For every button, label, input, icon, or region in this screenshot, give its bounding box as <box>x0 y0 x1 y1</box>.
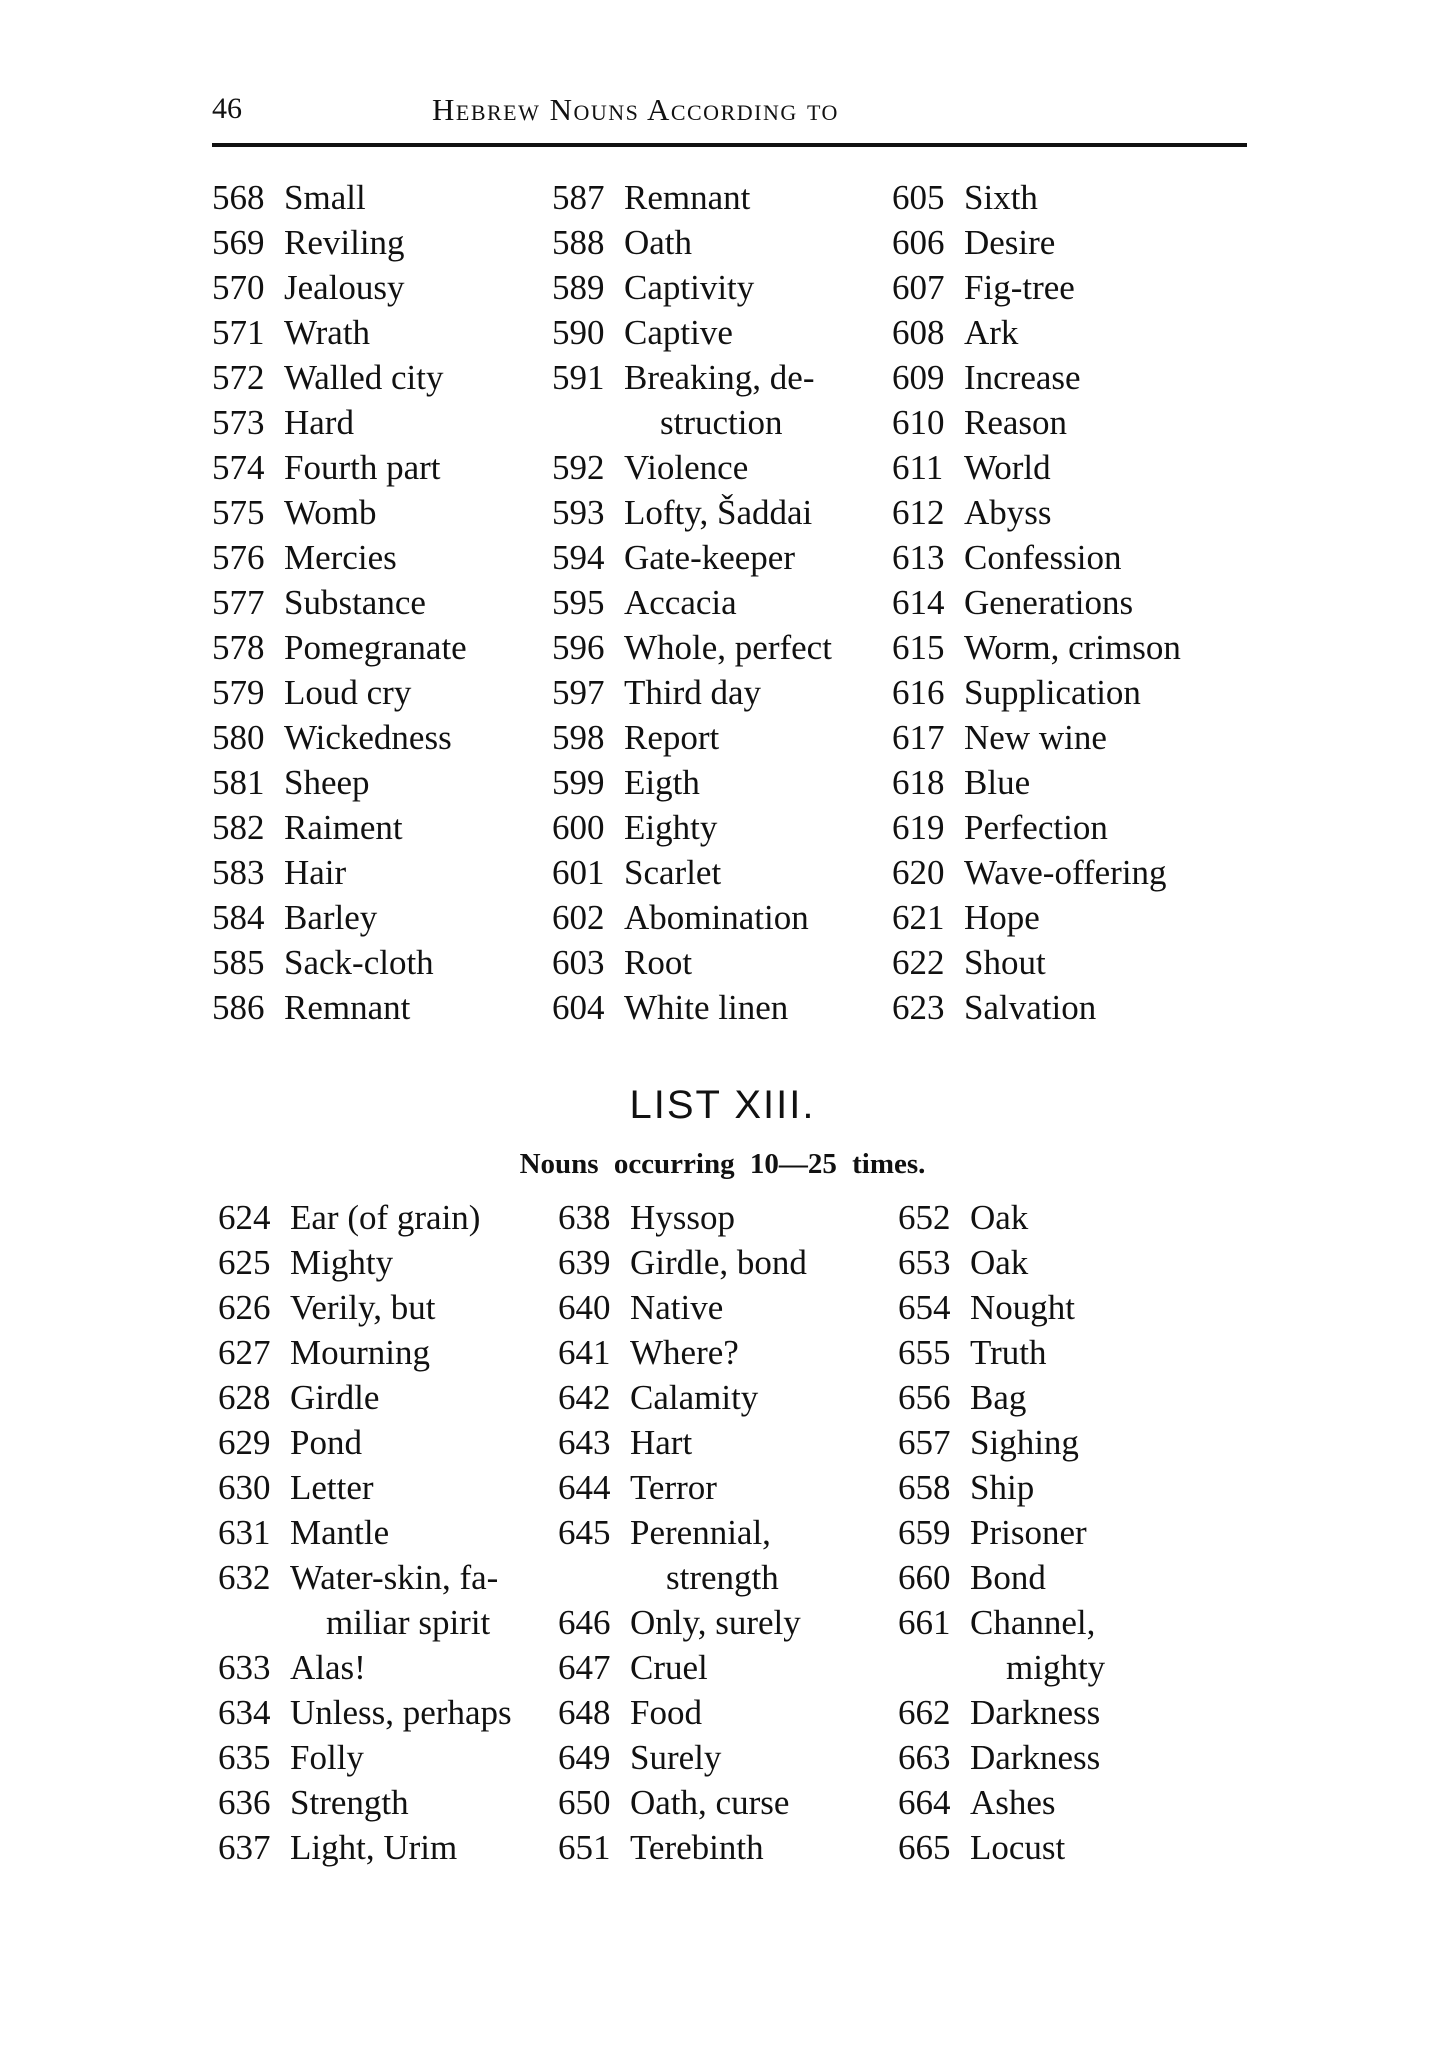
entry-term: Abyss <box>964 493 1052 532</box>
entry-number: 661 <box>898 1603 951 1642</box>
entry-term: Hope <box>964 898 1040 937</box>
entry-term: Girdle, bond <box>630 1243 807 1282</box>
entry-term: Hyssop <box>630 1198 736 1237</box>
entry-term: mighty <box>1006 1648 1106 1687</box>
entry-term: Light, Urim <box>290 1828 458 1867</box>
entry-term: Alas! <box>290 1648 366 1687</box>
entry-number: 655 <box>898 1333 951 1372</box>
entry-term: Where? <box>630 1333 739 1372</box>
entry-term: Captivity <box>624 268 755 307</box>
entry-number: 662 <box>898 1693 951 1732</box>
entry-number: 644 <box>558 1468 611 1507</box>
entry-number: 581 <box>212 763 265 802</box>
entry-number: 584 <box>212 898 265 937</box>
entry-number: 621 <box>892 898 945 937</box>
entry-term: Report <box>624 718 720 757</box>
entry-term: Hair <box>284 853 347 892</box>
entry-number: 643 <box>558 1423 611 1462</box>
entry-term: Eighty <box>624 808 718 847</box>
entry-term: Remnant <box>284 988 411 1027</box>
entry-number: 602 <box>552 898 605 937</box>
entry-term: Mourning <box>290 1333 430 1372</box>
entry-term: Pond <box>290 1423 362 1462</box>
entry-term: Terror <box>630 1468 717 1507</box>
entry-number: 663 <box>898 1738 951 1777</box>
entry-number: 610 <box>892 403 945 442</box>
entry-term: Oak <box>970 1198 1029 1237</box>
entry-number: 658 <box>898 1468 951 1507</box>
entry-number: 632 <box>218 1558 271 1597</box>
entry-number: 648 <box>558 1693 611 1732</box>
entry-term: Channel, <box>970 1603 1096 1642</box>
entry-number: 570 <box>212 268 265 307</box>
entry-number: 596 <box>552 628 605 667</box>
entry-number: 600 <box>552 808 605 847</box>
entry-number: 608 <box>892 313 945 352</box>
entry-term: Wickedness <box>284 718 452 757</box>
entry-term: Worm, crimson <box>964 628 1181 667</box>
entry-term: Abomination <box>624 898 809 937</box>
entry-number: 582 <box>212 808 265 847</box>
entry-number: 592 <box>552 448 605 487</box>
entry-term: Girdle <box>290 1378 380 1417</box>
entry-term: Oak <box>970 1243 1029 1282</box>
entry-term: New wine <box>964 718 1107 757</box>
entry-number: 653 <box>898 1243 951 1282</box>
entry-term: Surely <box>630 1738 722 1777</box>
entry-number: 601 <box>552 853 605 892</box>
entry-number: 625 <box>218 1243 271 1282</box>
entry-term: Sack-cloth <box>284 943 434 982</box>
page-number: 46 <box>212 92 242 125</box>
entry-term: Mighty <box>290 1243 394 1282</box>
entry-term: Scarlet <box>624 853 722 892</box>
entry-term: Generations <box>964 583 1134 622</box>
entry-term: Increase <box>964 358 1081 397</box>
entry-number: 650 <box>558 1783 611 1822</box>
entry-term: Lofty, Šaddai <box>624 493 813 532</box>
entry-term: Oath, curse <box>630 1783 790 1822</box>
entry-number: 589 <box>552 268 605 307</box>
entry-term: Letter <box>290 1468 374 1507</box>
entry-number: 659 <box>898 1513 951 1552</box>
entry-number: 624 <box>218 1198 271 1237</box>
entry-number: 622 <box>892 943 945 982</box>
entry-term: Sheep <box>284 763 370 802</box>
entry-number: 614 <box>892 583 945 622</box>
entry-term: Confession <box>964 538 1122 577</box>
entry-number: 639 <box>558 1243 611 1282</box>
entry-term: Wave-offering <box>964 853 1167 892</box>
entry-term: Hart <box>630 1423 693 1462</box>
entry-number: 617 <box>892 718 945 757</box>
entry-number: 595 <box>552 583 605 622</box>
entry-number: 638 <box>558 1198 611 1237</box>
entry-term: Womb <box>284 493 377 532</box>
entry-term: Violence <box>624 448 749 487</box>
entry-number: 571 <box>212 313 265 352</box>
entry-term: Ship <box>970 1468 1035 1507</box>
entry-term: Hard <box>284 403 354 442</box>
entry-term: Jealousy <box>284 268 405 307</box>
entry-term: miliar spirit <box>326 1603 491 1642</box>
entry-number: 598 <box>552 718 605 757</box>
entry-term: World <box>964 448 1051 487</box>
entry-number: 580 <box>212 718 265 757</box>
entry-number: 599 <box>552 763 605 802</box>
list-subtitle: Nouns occurring 10—25 times. <box>519 1148 926 1180</box>
entry-term: Whole, perfect <box>624 628 832 667</box>
entry-term: Bag <box>970 1378 1027 1417</box>
entry-number: 604 <box>552 988 605 1027</box>
entry-number: 613 <box>892 538 945 577</box>
entry-term: Wrath <box>284 313 371 352</box>
entry-term: Desire <box>964 223 1056 262</box>
header-rule <box>212 143 1247 147</box>
entry-term: Raiment <box>284 808 403 847</box>
entry-term: Salvation <box>964 988 1097 1027</box>
entry-term: Water-skin, fa- <box>290 1558 499 1597</box>
entry-number: 623 <box>892 988 945 1027</box>
entry-number: 590 <box>552 313 605 352</box>
entry-number: 612 <box>892 493 945 532</box>
entry-term: Food <box>630 1693 702 1732</box>
entry-term: Only, surely <box>630 1603 801 1642</box>
entry-number: 630 <box>218 1468 271 1507</box>
entry-term: Native <box>630 1288 724 1327</box>
entry-term: Supplication <box>964 673 1141 712</box>
entry-number: 591 <box>552 358 605 397</box>
entry-term: Perennial, <box>630 1513 771 1552</box>
running-head: Hebrew Nouns According to <box>432 92 839 127</box>
entry-number: 594 <box>552 538 605 577</box>
entry-term: Blue <box>964 763 1031 802</box>
entry-number: 656 <box>898 1378 951 1417</box>
entry-number: 629 <box>218 1423 271 1462</box>
entry-term: Walled city <box>284 358 444 397</box>
entry-term: Locust <box>970 1828 1066 1867</box>
entry-term: Loud cry <box>284 673 412 712</box>
entry-number: 654 <box>898 1288 951 1327</box>
entry-term: Calamity <box>630 1378 759 1417</box>
entry-number: 637 <box>218 1828 271 1867</box>
entry-term: Substance <box>284 583 426 622</box>
entry-term: Accacia <box>624 583 737 622</box>
entry-term: Cruel <box>630 1648 708 1687</box>
entry-term: Verily, but <box>290 1288 436 1327</box>
entry-term: Shout <box>964 943 1046 982</box>
entry-term: Darkness <box>970 1693 1101 1732</box>
entry-number: 634 <box>218 1693 271 1732</box>
entry-number: 583 <box>212 853 265 892</box>
entry-term: Darkness <box>970 1738 1101 1777</box>
entry-number: 657 <box>898 1423 951 1462</box>
entry-number: 579 <box>212 673 265 712</box>
entry-number: 641 <box>558 1333 611 1372</box>
entry-term: Nought <box>970 1288 1075 1327</box>
entry-number: 642 <box>558 1378 611 1417</box>
entry-number: 574 <box>212 448 265 487</box>
entry-number: 628 <box>218 1378 271 1417</box>
entry-number: 597 <box>552 673 605 712</box>
entry-term: Ark <box>964 313 1019 352</box>
entry-number: 635 <box>218 1738 271 1777</box>
entry-term: Reviling <box>284 223 405 262</box>
entry-term: Sighing <box>970 1423 1079 1462</box>
entry-term: Eigth <box>624 763 700 802</box>
entry-term: Third day <box>624 673 762 712</box>
entry-term: Unless, perhaps <box>290 1693 512 1732</box>
entry-term: Barley <box>284 898 378 937</box>
entry-number: 611 <box>892 448 944 487</box>
entry-number: 573 <box>212 403 265 442</box>
entry-term: Prisoner <box>970 1513 1087 1552</box>
entry-number: 620 <box>892 853 945 892</box>
entry-number: 606 <box>892 223 945 262</box>
entry-number: 631 <box>218 1513 271 1552</box>
entry-term: Small <box>284 178 366 217</box>
entry-number: 603 <box>552 943 605 982</box>
entry-number: 576 <box>212 538 265 577</box>
entry-term: Folly <box>290 1738 364 1777</box>
entry-term: Terebinth <box>630 1828 764 1867</box>
entry-number: 572 <box>212 358 265 397</box>
entry-number: 665 <box>898 1828 951 1867</box>
entry-term: Mantle <box>290 1513 390 1552</box>
list-title: LIST XIII. <box>629 1083 816 1127</box>
entry-term: Truth <box>970 1333 1047 1372</box>
entry-term: White linen <box>624 988 789 1027</box>
entry-number: 586 <box>212 988 265 1027</box>
entry-number: 587 <box>552 178 605 217</box>
entry-term: Fourth part <box>284 448 441 487</box>
entry-number: 568 <box>212 178 265 217</box>
entry-number: 645 <box>558 1513 611 1552</box>
entry-term: struction <box>660 403 783 442</box>
entry-number: 660 <box>898 1558 951 1597</box>
entry-number: 649 <box>558 1738 611 1777</box>
entry-number: 652 <box>898 1198 951 1237</box>
entry-term: Bond <box>970 1558 1046 1597</box>
entry-term: Perfection <box>964 808 1108 847</box>
entry-number: 605 <box>892 178 945 217</box>
entry-number: 577 <box>212 583 265 622</box>
entry-number: 588 <box>552 223 605 262</box>
entry-number: 593 <box>552 493 605 532</box>
entry-term: Breaking, de- <box>624 358 815 397</box>
entry-number: 627 <box>218 1333 271 1372</box>
entry-term: Ear (of grain) <box>290 1198 481 1237</box>
entry-term: Strength <box>290 1783 409 1822</box>
entry-number: 615 <box>892 628 945 667</box>
entry-number: 664 <box>898 1783 951 1822</box>
entry-term: Gate-keeper <box>624 538 795 577</box>
entry-term: Ashes <box>970 1783 1056 1822</box>
entry-number: 618 <box>892 763 945 802</box>
entry-term: Captive <box>624 313 733 352</box>
entry-term: strength <box>666 1558 779 1597</box>
entry-term: Remnant <box>624 178 751 217</box>
entry-number: 646 <box>558 1603 611 1642</box>
entry-number: 640 <box>558 1288 611 1327</box>
entry-number: 578 <box>212 628 265 667</box>
entry-number: 575 <box>212 493 265 532</box>
entry-number: 626 <box>218 1288 271 1327</box>
entry-number: 616 <box>892 673 945 712</box>
entry-number: 569 <box>212 223 265 262</box>
entry-number: 619 <box>892 808 945 847</box>
entry-term: Root <box>624 943 693 982</box>
entry-term: Fig-tree <box>964 268 1075 307</box>
entry-number: 609 <box>892 358 945 397</box>
entry-number: 585 <box>212 943 265 982</box>
entry-number: 636 <box>218 1783 271 1822</box>
entry-number: 607 <box>892 268 945 307</box>
entry-number: 647 <box>558 1648 611 1687</box>
entry-number: 633 <box>218 1648 271 1687</box>
entry-number: 651 <box>558 1828 611 1867</box>
entry-term: Pomegranate <box>284 628 467 667</box>
entry-term: Mercies <box>284 538 397 577</box>
entry-term: Sixth <box>964 178 1038 217</box>
entry-term: Oath <box>624 223 693 262</box>
page-header <box>212 92 1247 136</box>
entry-term: Reason <box>964 403 1068 442</box>
